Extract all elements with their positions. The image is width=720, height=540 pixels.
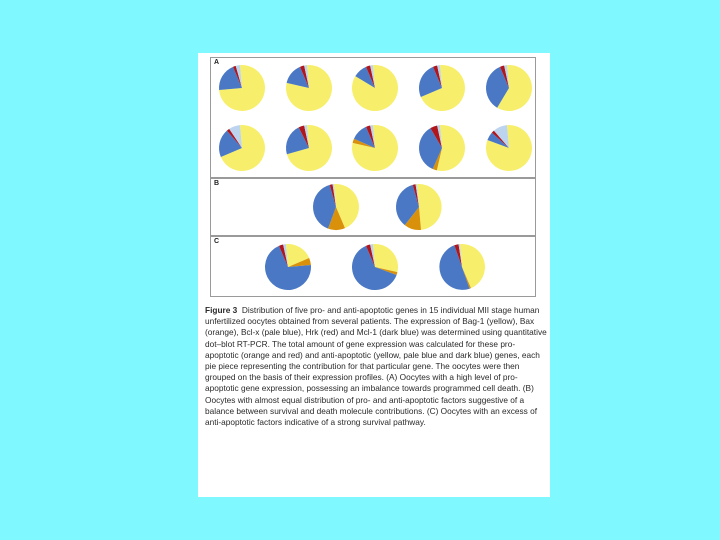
- pie-9: [419, 125, 465, 171]
- figure-page: [198, 53, 550, 497]
- figure-caption: [205, 305, 547, 428]
- pie-7: [286, 125, 332, 171]
- caption-text: Distribution of five pro- and anti-apoptotic genes in 15 individual MII stage human unfertilized oocytes obtained from several patients. The expression of Bag-1 (yellow), Bax (orange), Bcl-x (pale blue), Hrk (red) and Mcl-1 (dark blue) was determined using quantitative dot–blot RT-PCR. The total amount of gene expression was calculated for these pro-apoptotic (orange and red) and anti-apoptotic (yellow, pale blue and dark blue) genes, each pie piece representing the contribution for that particular gene. The oocytes were then grouped on the basis of their expression profiles. (A) Oocytes with a high level of pro-apoptotic gene expression, possessing an imbalance towards programmed cell death. (B) Oocytes with almost equal distribution of pro- and anti-apoptotic factors suggestive of a balance between survival and death molecule contributions. (C) Oocytes with an excess of anti-apoptotic factors indicative of a strong survival pathway.: [205, 305, 547, 428]
- pie-6: [219, 125, 265, 171]
- pie-4: [419, 65, 465, 111]
- pie-10: [486, 125, 532, 171]
- figure-label: Figure 3: [205, 305, 238, 315]
- pie-15: [439, 244, 485, 290]
- pie-8: [352, 125, 398, 171]
- panel-c-label: C: [214, 238, 220, 245]
- panel-b-label: B: [214, 180, 220, 187]
- pie-14: [352, 244, 398, 290]
- pie-13: [265, 244, 311, 290]
- panel-a-label: A: [214, 59, 220, 66]
- pie-chart-grid: [198, 53, 550, 303]
- pie-1: [219, 65, 265, 111]
- pie-5: [486, 65, 532, 111]
- pie-12: [396, 184, 442, 230]
- pie-2: [286, 65, 332, 111]
- pie-11: [313, 184, 359, 230]
- pie-3: [352, 65, 398, 111]
- pie-12-slice-bag1: [417, 184, 442, 230]
